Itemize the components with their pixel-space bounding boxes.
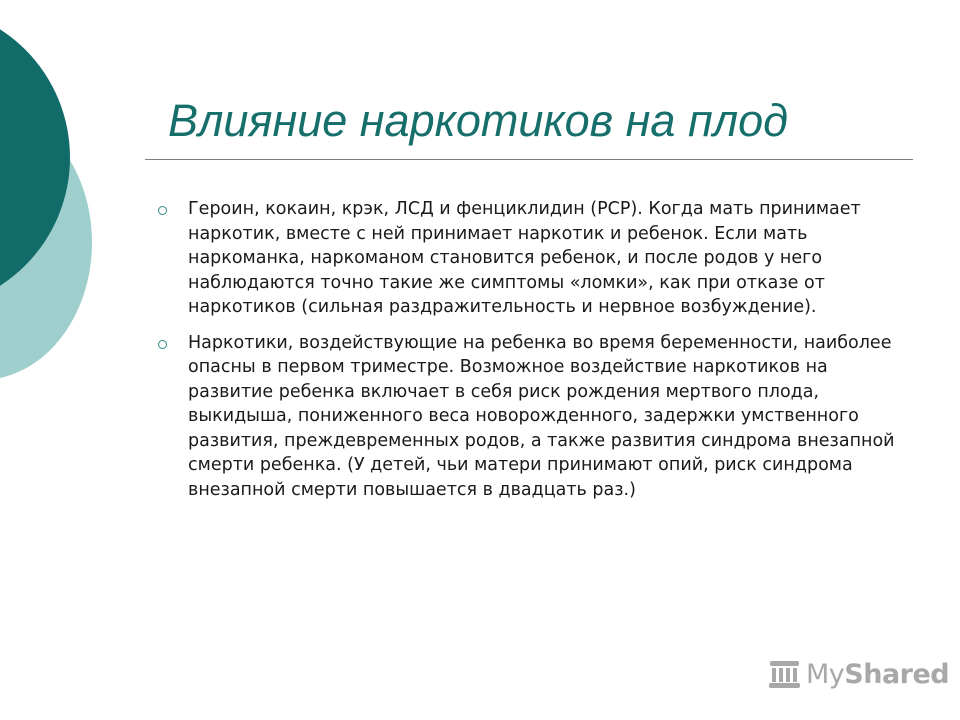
hollow-circle-bullet-icon <box>158 206 167 215</box>
bullet-text: Наркотики, воздействующие на ребенка во время беременности, наиболее опасны в первом триместре. Возможное воздействие наркотиков на развитие ребенка включает в себя риск рождения мертвого плода, выкидыша, пониженного веса новорожденного, задержки умственного развития, преждевременных родов, а также развития синдрома внезапной смерти ребенка. (У детей, чьи матери принимают опий, риск синдрома внезапной смерти повышается в двадцать раз.) <box>188 332 895 500</box>
bullet-item <box>150 331 910 503</box>
myshared-watermark-logo <box>769 657 949 691</box>
watermark-text <box>806 659 949 690</box>
building-icon <box>769 659 801 689</box>
title-divider <box>145 159 913 160</box>
watermark-text-regular: My <box>806 658 845 690</box>
slide-title: Влияние наркотиков на плод <box>168 95 788 146</box>
watermark-text-bold: Shared <box>844 658 950 690</box>
hollow-circle-bullet-icon <box>158 340 167 349</box>
bullet-list <box>150 197 910 513</box>
bullet-item <box>150 197 910 320</box>
bullet-text: Героин, кокаин, крэк, ЛСД и фенциклидин (PCP). Когда мать принимает наркотик, вместе с ней принимает наркотик и ребенок. Если мать наркоманка, наркоманом становится ребенок, и после родов у него наблюдаются точно такие же симптомы «ломки», как при отказе от наркотиков (сильная раздражительность и нервное возбуждение). <box>188 199 861 317</box>
